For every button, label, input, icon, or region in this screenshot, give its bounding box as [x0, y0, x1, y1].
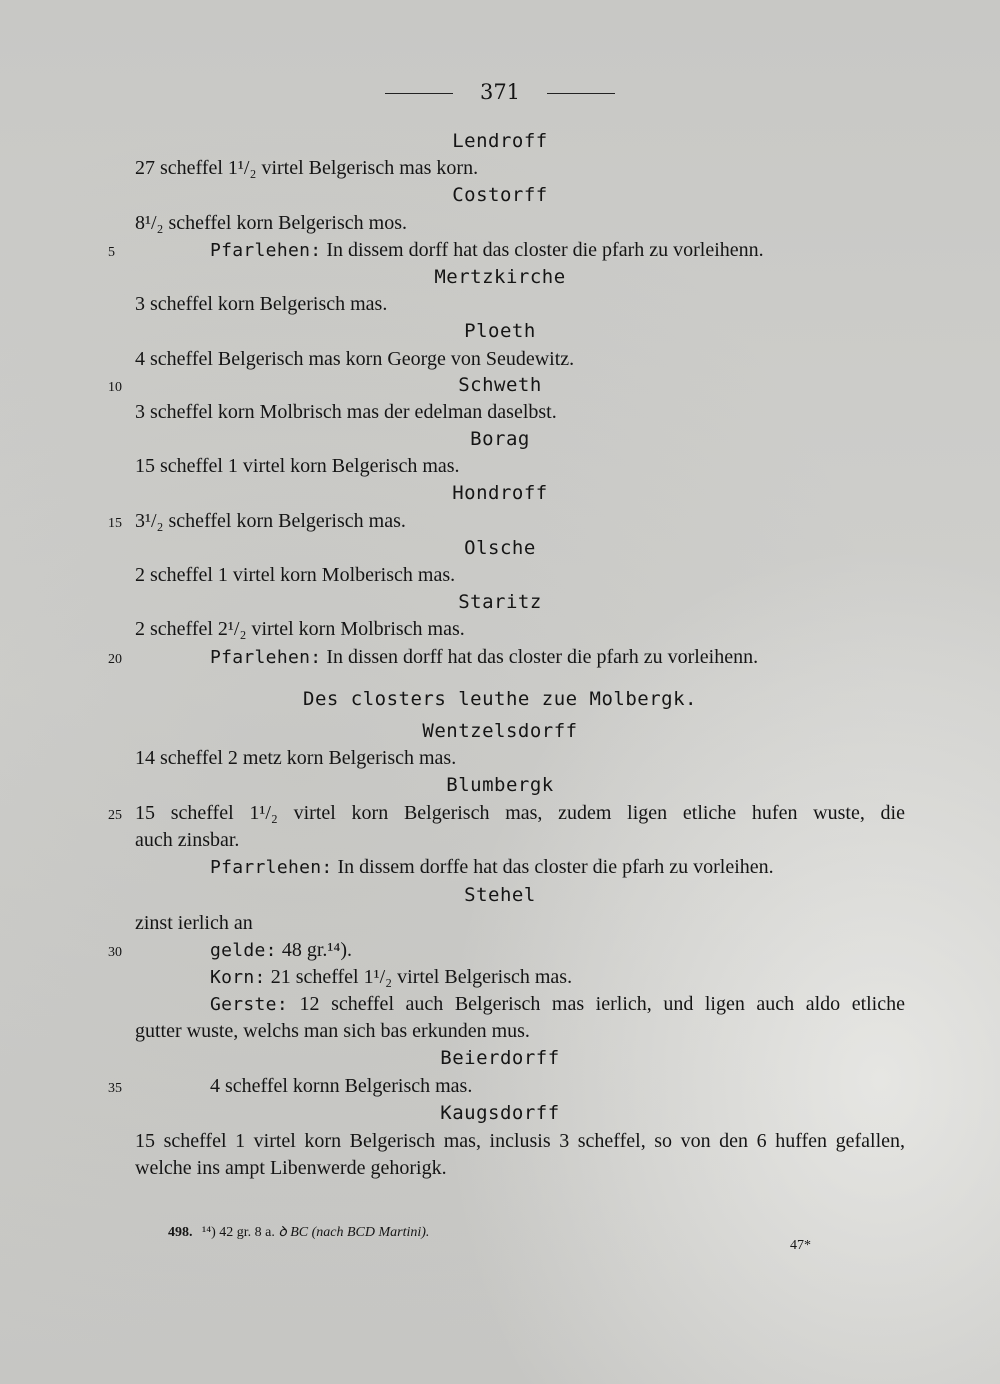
line-text: gutter wuste, welchs man sich bas erkunden mus. — [135, 1020, 530, 1042]
place-heading: Costorff — [452, 184, 548, 206]
line-text: 15 scheffel 1 virtel korn Belgerisch mas, inclusis 3 scheffel, so von den 6 huffen gefallen, — [135, 1130, 905, 1152]
indented-line-text: Pfarrlehen: In dissem dorffe hat das closter die pfarh zu vorleihen. — [210, 856, 774, 878]
line-text: 15 scheffel 1¹/₂ virtel korn Belgerisch mas, zudem ligen etliche hufen wuste, die — [135, 802, 905, 824]
page-header — [0, 80, 1000, 104]
line-text: 3¹/₂ scheffel korn Belgerisch mas. — [135, 510, 406, 532]
line-text: 2 scheffel 1 virtel korn Molberisch mas. — [135, 564, 456, 586]
place-heading: Kaugsdorff — [440, 1102, 560, 1124]
place-heading: Wentzelsdorff — [422, 720, 578, 742]
line-text: 15 scheffel 1 virtel korn Belgerisch mas. — [135, 455, 460, 477]
place-heading: Mertzkirche — [434, 266, 566, 288]
footnote-italic: ꝺ BC (nach BCD Martini). — [278, 1225, 430, 1240]
line-number: 10 — [108, 380, 122, 395]
line-number: 35 — [108, 1081, 122, 1096]
line-text: 14 scheffel 2 metz korn Belgerisch mas. — [135, 747, 457, 769]
indented-line-text: Korn: 21 scheffel 1¹/₂ virtel Belgerisch mas. — [210, 966, 573, 988]
footnote-number: 498. — [168, 1225, 193, 1240]
line-text: 2 scheffel 2¹/₂ virtel korn Molbrisch mas. — [135, 618, 465, 640]
signature-mark: 47* — [790, 1238, 811, 1253]
line-text: 3 scheffel korn Molbrisch mas der edelman daselbst. — [135, 401, 557, 423]
place-heading: Blumbergk — [446, 774, 554, 796]
line-text: 4 scheffel Belgerisch mas korn George von Seudewitz. — [135, 348, 575, 370]
indented-line-text: Gerste: 12 scheffel auch Belgerisch mas ierlich, und ligen auch aldo etliche — [210, 993, 905, 1015]
place-heading: Beierdorff — [440, 1047, 560, 1069]
place-heading: Olsche — [464, 537, 536, 559]
line-text: 3 scheffel korn Belgerisch mas. — [135, 293, 388, 315]
header-rule-left — [385, 93, 453, 94]
indented-line-text: 4 scheffel kornn Belgerisch mas. — [210, 1075, 473, 1097]
indented-line-text: Pfarlehen: In dissem dorff hat das closter die pfarh zu vorleihenn. — [210, 239, 764, 261]
place-heading: Des closters leuthe zue Molbergk. — [303, 688, 697, 710]
indented-line-text: gelde: 48 gr.¹⁴). — [210, 939, 353, 961]
line-number: 15 — [108, 516, 122, 531]
line-number: 5 — [108, 245, 115, 260]
line-text: auch zinsbar. — [135, 829, 240, 851]
place-heading: Ploeth — [464, 320, 536, 342]
page-number: 371 — [479, 80, 521, 104]
line-text: 8¹/₂ scheffel korn Belgerisch mos. — [135, 212, 407, 234]
place-heading: Hondroff — [452, 482, 548, 504]
line-number: 20 — [108, 652, 122, 667]
place-heading: Schweth — [458, 374, 542, 396]
line-text: welche ins ampt Libenwerde gehorigk. — [135, 1157, 447, 1179]
line-text: 27 scheffel 1¹/₂ virtel Belgerisch mas korn. — [135, 157, 479, 179]
header-rule-right — [547, 93, 615, 94]
footnote-text: ¹⁴) 42 gr. 8 a. — [202, 1225, 279, 1240]
place-heading: Staritz — [458, 591, 542, 613]
line-number: 25 — [108, 808, 122, 823]
footnote — [168, 1222, 429, 1241]
place-heading: Lendroff — [452, 130, 548, 152]
indented-line-text: Pfarlehen: In dissen dorff hat das closter die pfarh zu vorleihenn. — [210, 646, 759, 668]
line-text: zinst ierlich an — [135, 912, 253, 934]
place-heading: Borag — [470, 428, 530, 450]
place-heading: Stehel — [464, 884, 536, 906]
line-number: 30 — [108, 945, 122, 960]
